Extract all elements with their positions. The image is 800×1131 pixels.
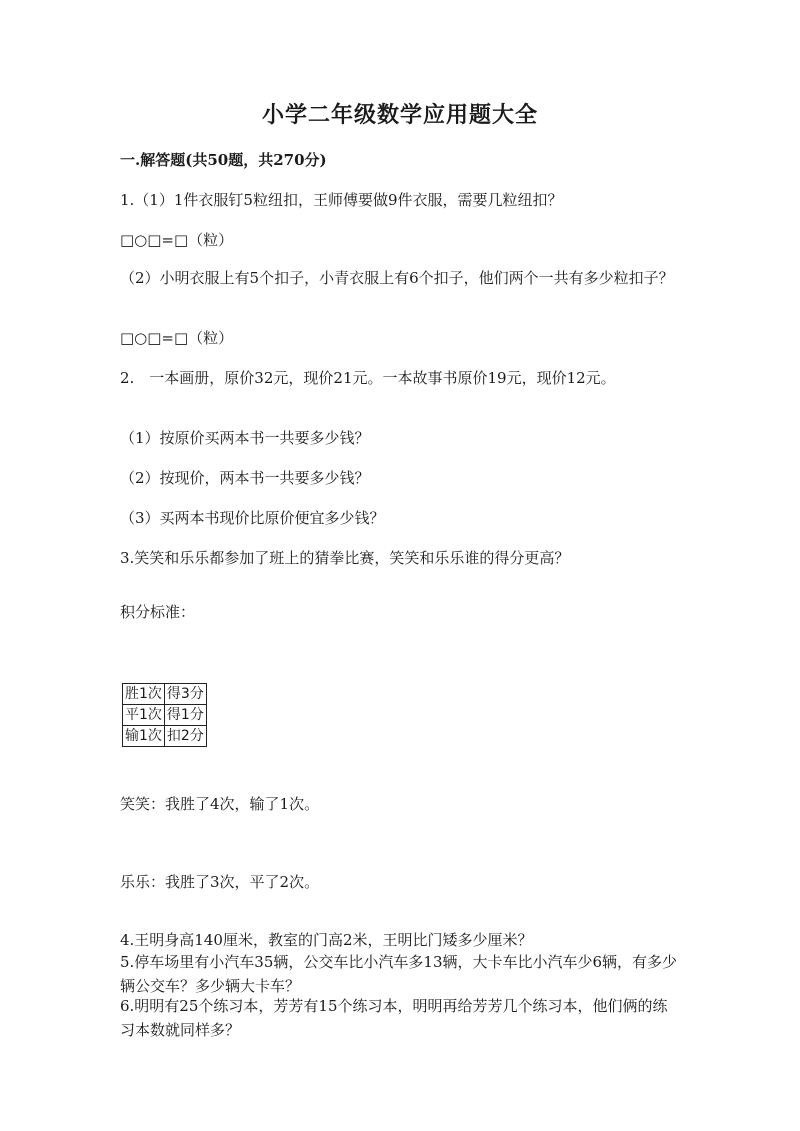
question-5: 5.停车场里有小汽车35辆，公交车比小汽车多13辆，大卡车比小汽车少6辆，有多少辆公交车？多少辆大卡车？	[120, 953, 678, 995]
lele-result: 乐乐：我胜了3次，平了2次。	[120, 873, 320, 891]
question-2-sub-2: （2）按现价，两本书一共要多少钱？	[120, 469, 370, 487]
table-row	[123, 705, 207, 726]
question-1-part-2: （2）小明衣服上有5个扣子，小青衣服上有6个扣子，他们两个一共有多少粒扣子？	[120, 269, 674, 287]
question-1-part-1: 1.（1）1件衣服钉5粒纽扣，王师傅要做9件衣服，需要几粒纽扣？	[120, 191, 563, 209]
scoring-rule-label: 积分标准：	[120, 603, 196, 621]
page-title: 小学二年级数学应用题大全	[261, 102, 538, 128]
question-1-answer-2: □○□=□（粒）	[120, 329, 234, 347]
question-4: 4.王明身高140厘米，教室的门高2米，王明比门矮多少厘米？	[120, 931, 533, 949]
table-cell: 平1次	[123, 705, 165, 726]
question-2-sub-1: （1）按原价买两本书一共要多少钱？	[120, 429, 370, 447]
scoring-table	[122, 683, 207, 747]
table-cell: 得1分	[164, 705, 206, 726]
table-cell: 输1次	[123, 726, 165, 747]
xiaoxiao-result: 笑笑：我胜了4次，输了1次。	[120, 795, 320, 813]
question-3-stem: 3.笑笑和乐乐都参加了班上的猜拳比赛，笑笑和乐乐谁的得分更高？	[120, 549, 570, 567]
question-2-stem: 2. 一本画册，原价32元，现价21元。一本故事书原价19元，现价12元。	[120, 369, 616, 387]
table-cell: 扣2分	[164, 726, 206, 747]
question-1-answer-1: □○□=□（粒）	[120, 231, 234, 249]
table-row	[123, 726, 207, 747]
section-heading: 一.解答题(共50题，共270分)	[120, 151, 327, 169]
question-2-sub-3: （3）买两本书现价比原价便宜多少钱？	[120, 509, 385, 527]
table-row	[123, 684, 207, 705]
question-6: 6.明明有25个练习本，芳芳有15个练习本，明明再给芳芳几个练习本，他们俩的练习本数就同样多？	[120, 997, 668, 1039]
table-cell: 得3分	[164, 684, 206, 705]
table-cell: 胜1次	[123, 684, 165, 705]
